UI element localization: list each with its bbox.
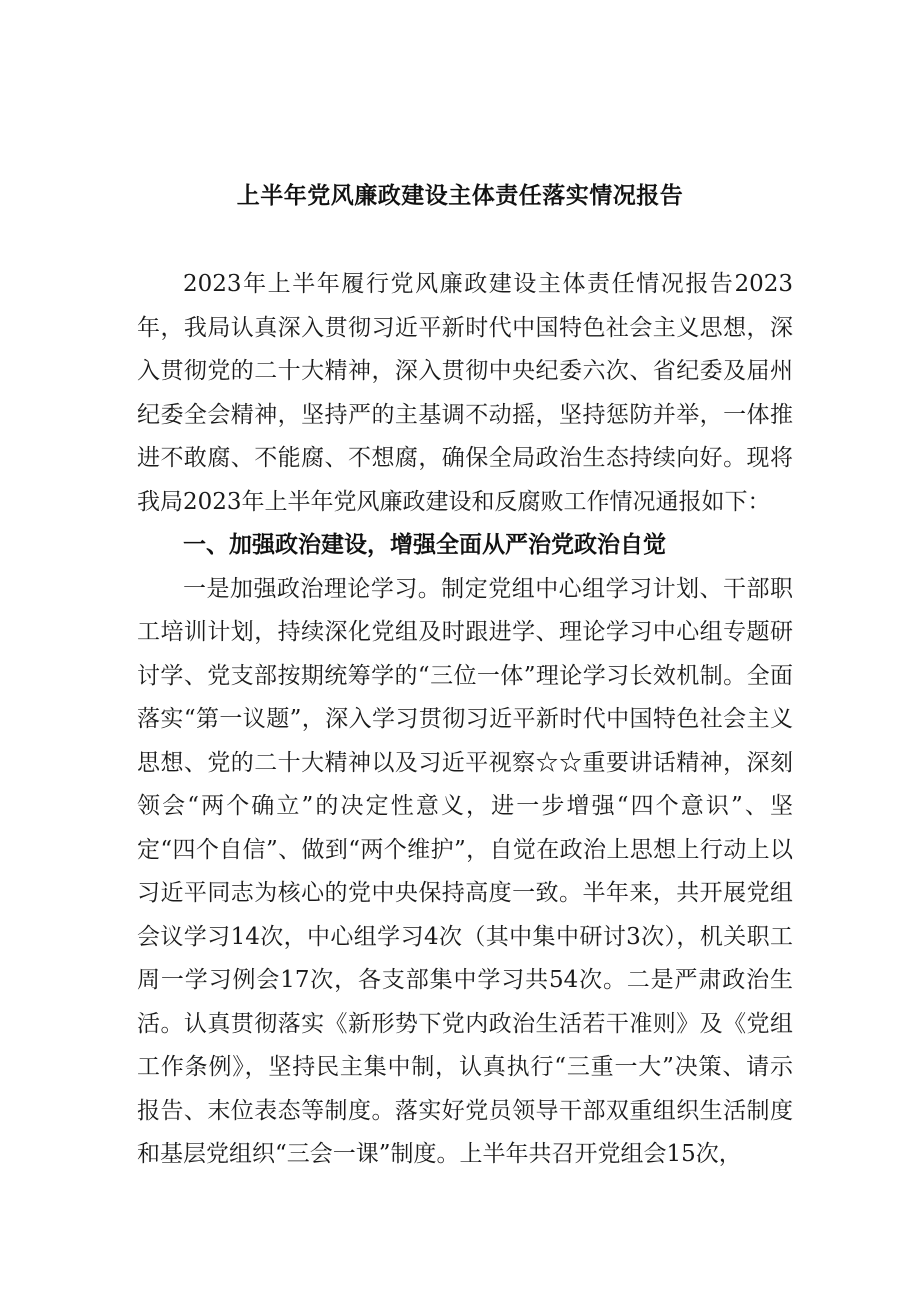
section-1-paragraph: 一是加强政治理论学习。制定党组中心组学习计划、干部职工培训计划，持续深化党组及时跟进学、理论学习中心组专题研讨学、党支部按期统筹学的“三位一体”理论学习长效机制。全面落实“第一议题”，深入学习贯彻习近平新时代中国特色社会主义思想、党的二十大精神以及习近平视察☆☆重要讲话精神，深刻领会“两个确立”的决定性意义，进一步增强“四个意识”、坚定“四个自信”、做到“两个维护”，自觉在政治上思想上行动上以习近平同志为核心的党中央保持高度一致。半年来，共开展党组会议学习14次，中心组学习4次（其中集中研讨3次），机关职工周一学习例会17次，各支部集中学习共54次。二是严肃政治生活。认真贯彻落实《新形势下党内政治生活若干准则》及《党组工作条例》，坚持民主集中制，认真执行“三重一大”决策、请示报告、末位表态等制度。落实好党员领导干部双重组织生活制度和基层党组织“三会一课”制度。上半年共召开党组会15次， <box>137 575 793 1167</box>
document-body <box>137 263 793 1177</box>
document-title: 上半年党风廉政建设主体责任落实情况报告 <box>236 183 684 209</box>
intro-paragraph: 2023年上半年履行党风廉政建设主体责任情况报告2023年，我局认真深入贯彻习近平新时代中国特色社会主义思想，深入贯彻党的二十大精神，深入贯彻中央纪委六次、省纪委及届州纪委全会精神，坚持严的主基调不动摇，坚持惩防并举，一体推进不敢腐、不能腐、不想腐，确保全局政治生态持续向好。现将我局2023年上半年党风廉政建设和反腐败工作情况通报如下： <box>137 271 793 515</box>
section-1-heading: 一、加强政治建设，增强全面从严治党政治自觉 <box>183 532 666 558</box>
